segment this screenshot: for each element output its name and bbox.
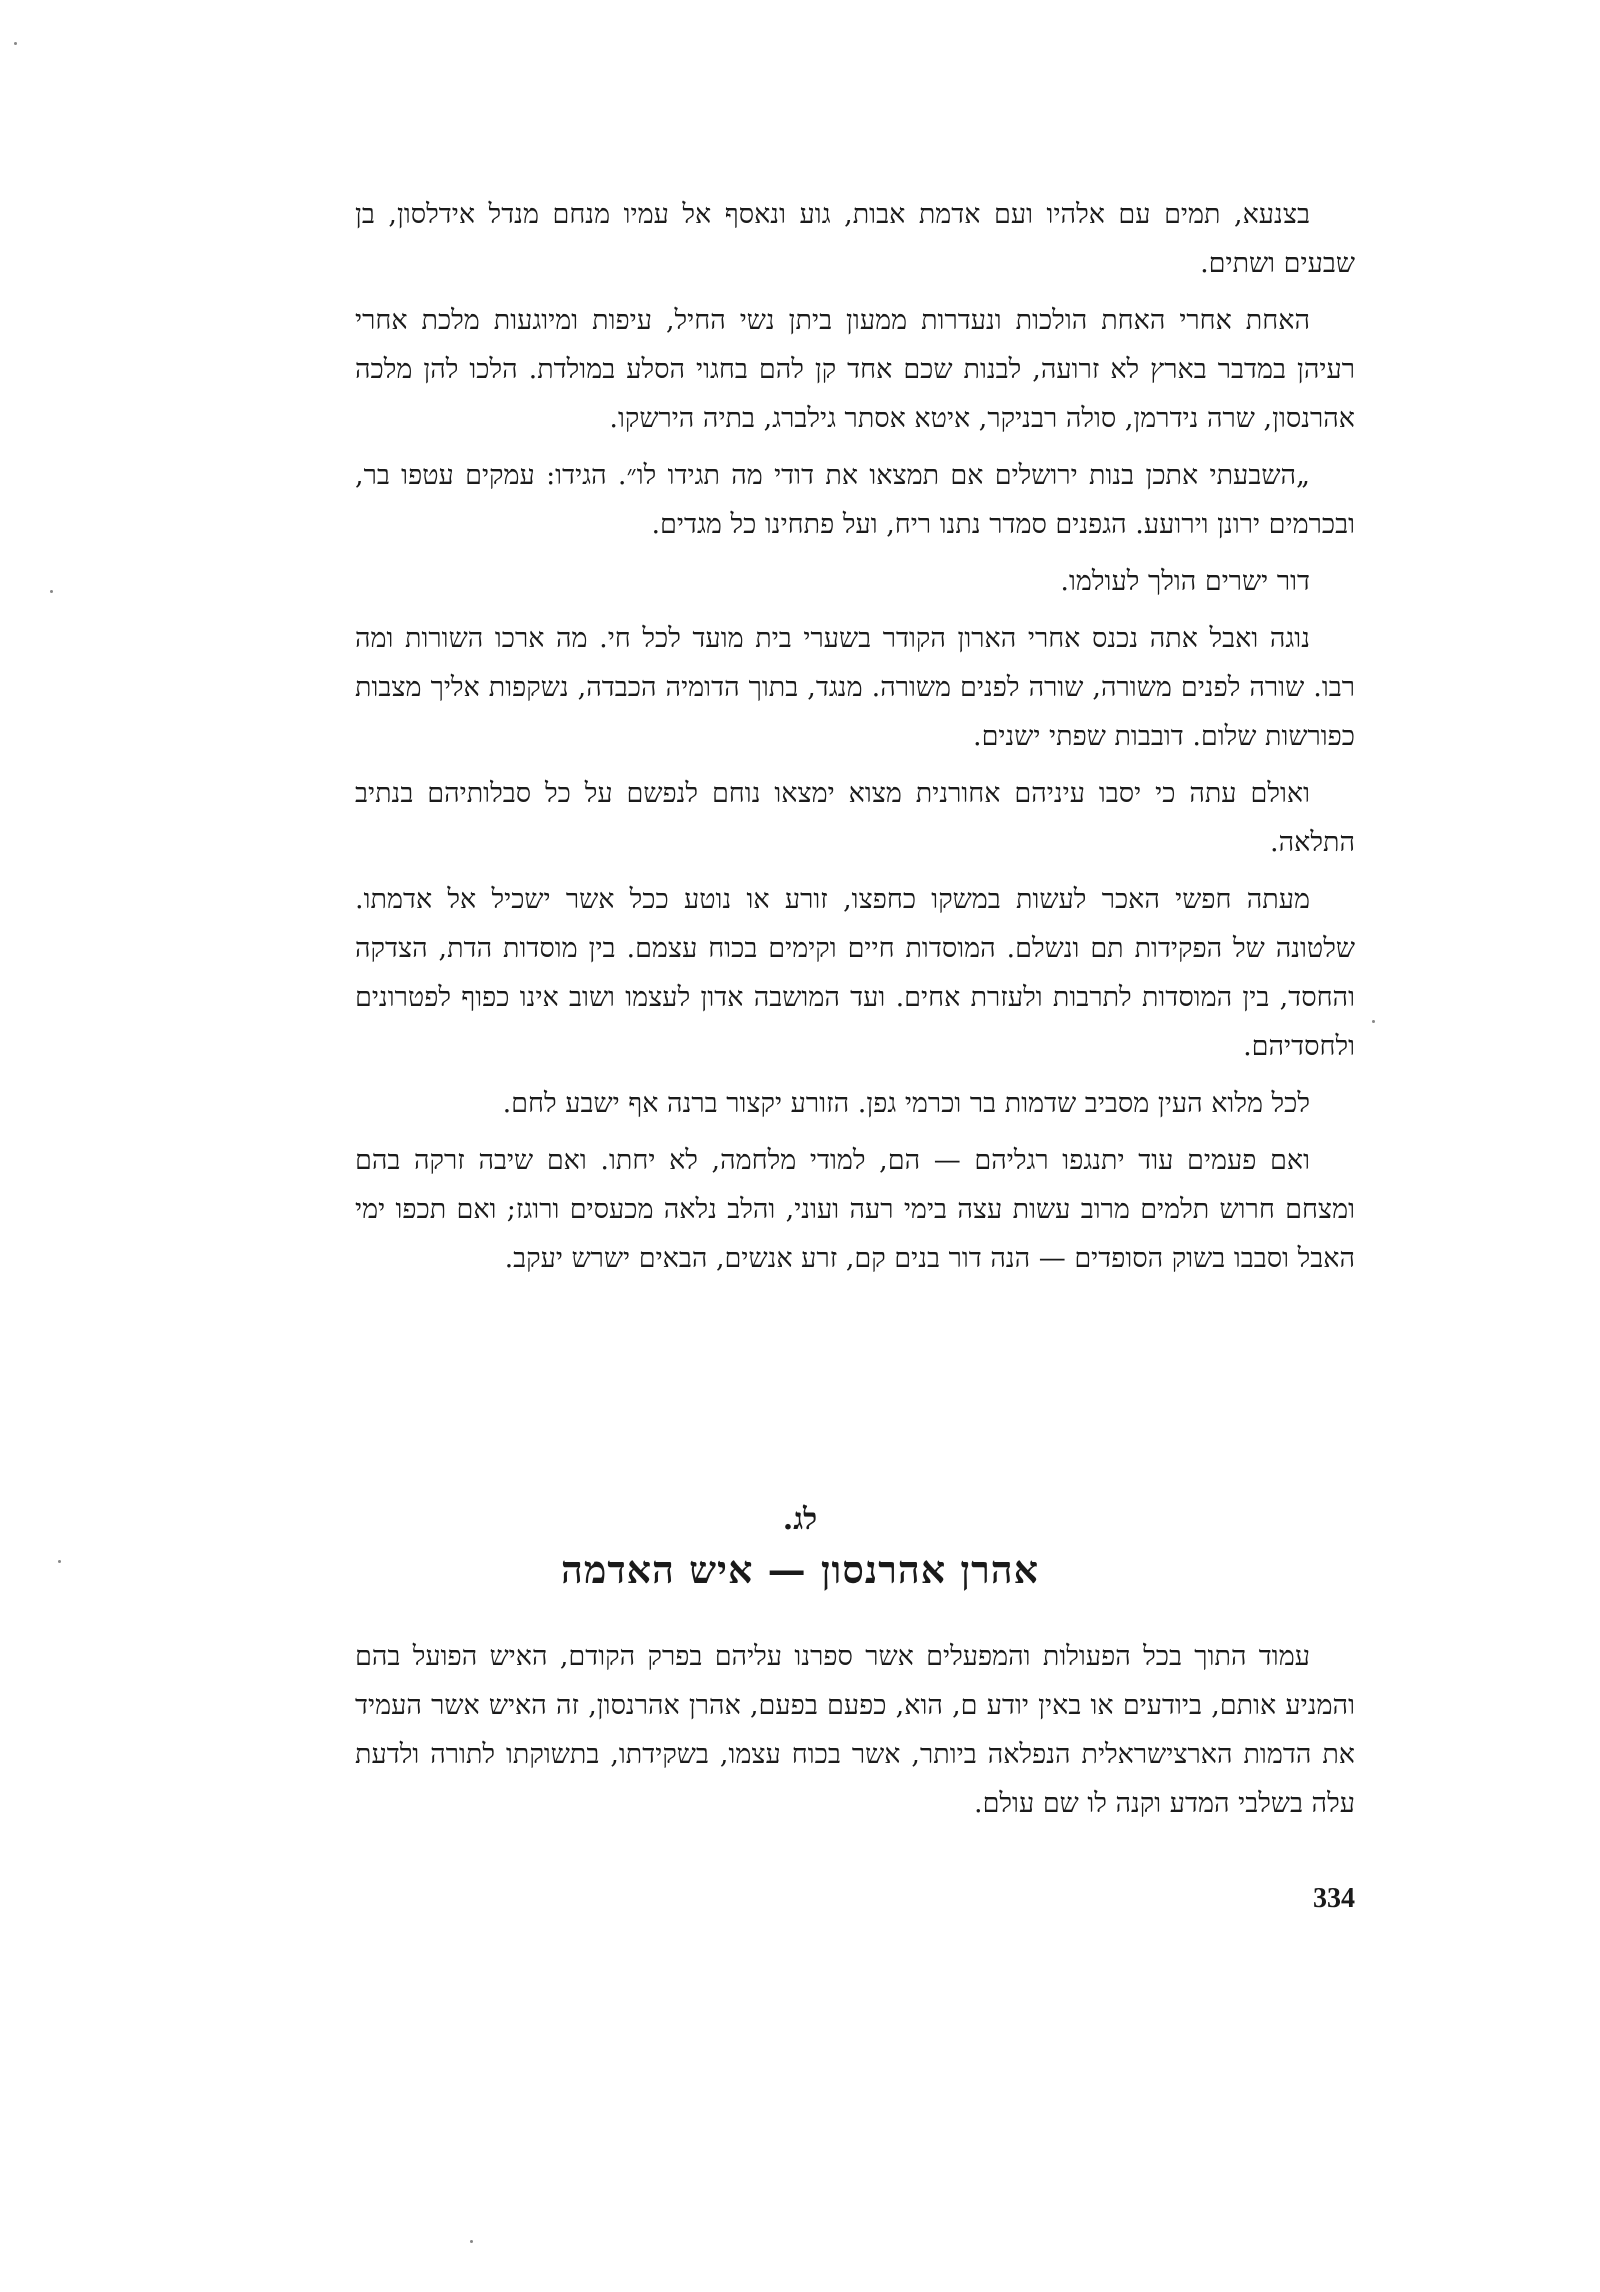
upper-text-block xyxy=(355,190,1355,1291)
scan-speck xyxy=(50,590,53,593)
paragraph: נוגה ואבל אתה נכנס אחרי הארון הקודר בשערי בית מועד לכל חי. מה ארכו השורות ומה רבו. שורה לפנים משורה, שורה לפנים משורה. מנגד, בתוך הדומיה הכבדה, נשקפות אליך מצבות כפורשות שלום. דובבות שפתי ישנים. xyxy=(355,623,1355,752)
lower-text-block xyxy=(355,1632,1355,1836)
section-number: לג. xyxy=(782,1502,818,1537)
scan-speck xyxy=(58,1560,61,1563)
page-number: 334 xyxy=(1313,1883,1355,1914)
paragraph: בצנעא, תמים עם אלהיו ועם אדמת אבות, גוע ונאסף אל עמיו מנחם מנדל אידלסון, בן שבעים ושתים. xyxy=(355,199,1355,279)
paragraph: האחת אחרי האחת הולכות ונעדרות ממעון ביתן נשי החיל, עיפות ומיוגעות מלכת אחרי רעיהן במדבר בארץ לא זרועה, לבנות שכם אחד קן להם בחגוי הסלע במולדת. הלכו להן מלכה אהרנסון, שרה נידרמן, סולה רבניקר, איטא אסתר גילברג, בתיה הירשקו. xyxy=(355,305,1355,434)
scan-speck xyxy=(470,2240,473,2243)
paragraph: עמוד התוך בכל הפעולות והמפעלים אשר ספרנו עליהם בפרק הקודם, האיש הפועל בהם והמניע אותם, ביודעים או באין יודע ם, הוא, כפעם בפעם, אהרן אהרנסון, זה האיש אשר העמיד את הדמות הארצישראלית הנפלאה ביותר, אשר בכוח עצמו, בשקידתו, בתשוקתו לתורה ולדעת עלה בשלבי המדע וקנה לו שם עולם. xyxy=(355,1641,1355,1819)
chapter-title: אהרן אהרנסון — איש האדמה xyxy=(560,1547,1039,1592)
scan-speck xyxy=(1372,1020,1375,1023)
paragraph: מעתה חפשי האכר לעשות במשקו כחפצו, זורע או נוטע ככל אשר ישכיל אל אדמתו. שלטונה של הפקידות תם ונשלם. המוסדות חיים וקימים בכוח עצמם. בין מוסדות הדת, הצדקה והחסד, בין המוסדות לתרבות ולעזרת אחים. ועד המושבה אדון לעצמו ושוב אינו כפוף לפטרונים ולחסדיהם. xyxy=(355,884,1356,1062)
paragraph: לכל מלוא העין מסביב שדמות בר וכרמי גפן. הזורע יקצור ברנה אף ישבע לחם. xyxy=(502,1088,1310,1119)
paragraph: ואם פעמים עוד יתנגפו רגליהם — הם, למודי מלחמה, לא יחתו. ואם שיבה זרקה בהם ומצחם חרוש תלמים מרוב עשות עצה בימי רעה ועוני, והלב נלאה מכעסים ורוגז; ואם תכפו ימי האבל וסבבו בשוק הסופדים — הנה דור בנים קם, זרע אנשים, הבאים ישרש יעקב. xyxy=(355,1145,1355,1274)
paragraph: „השבעתי אתכן בנות ירושלים אם תמצאו את דודי מה תגידו לו״. הגידו: עמקים עטפו בר, ובכרמים ירונן וירועע. הגפנים סמדר נתנו ריח, ועל פתחינו כל מגדים. xyxy=(355,460,1355,540)
paragraph: ואולם עתה כי יסבו עיניהם אחורנית מצוא ימצאו נוחם לנפשם על כל סבלותיהם בנתיב התלאה. xyxy=(355,778,1355,858)
paragraph: דור ישרים הולך לעולמו. xyxy=(1060,566,1310,597)
scan-speck xyxy=(14,42,17,45)
